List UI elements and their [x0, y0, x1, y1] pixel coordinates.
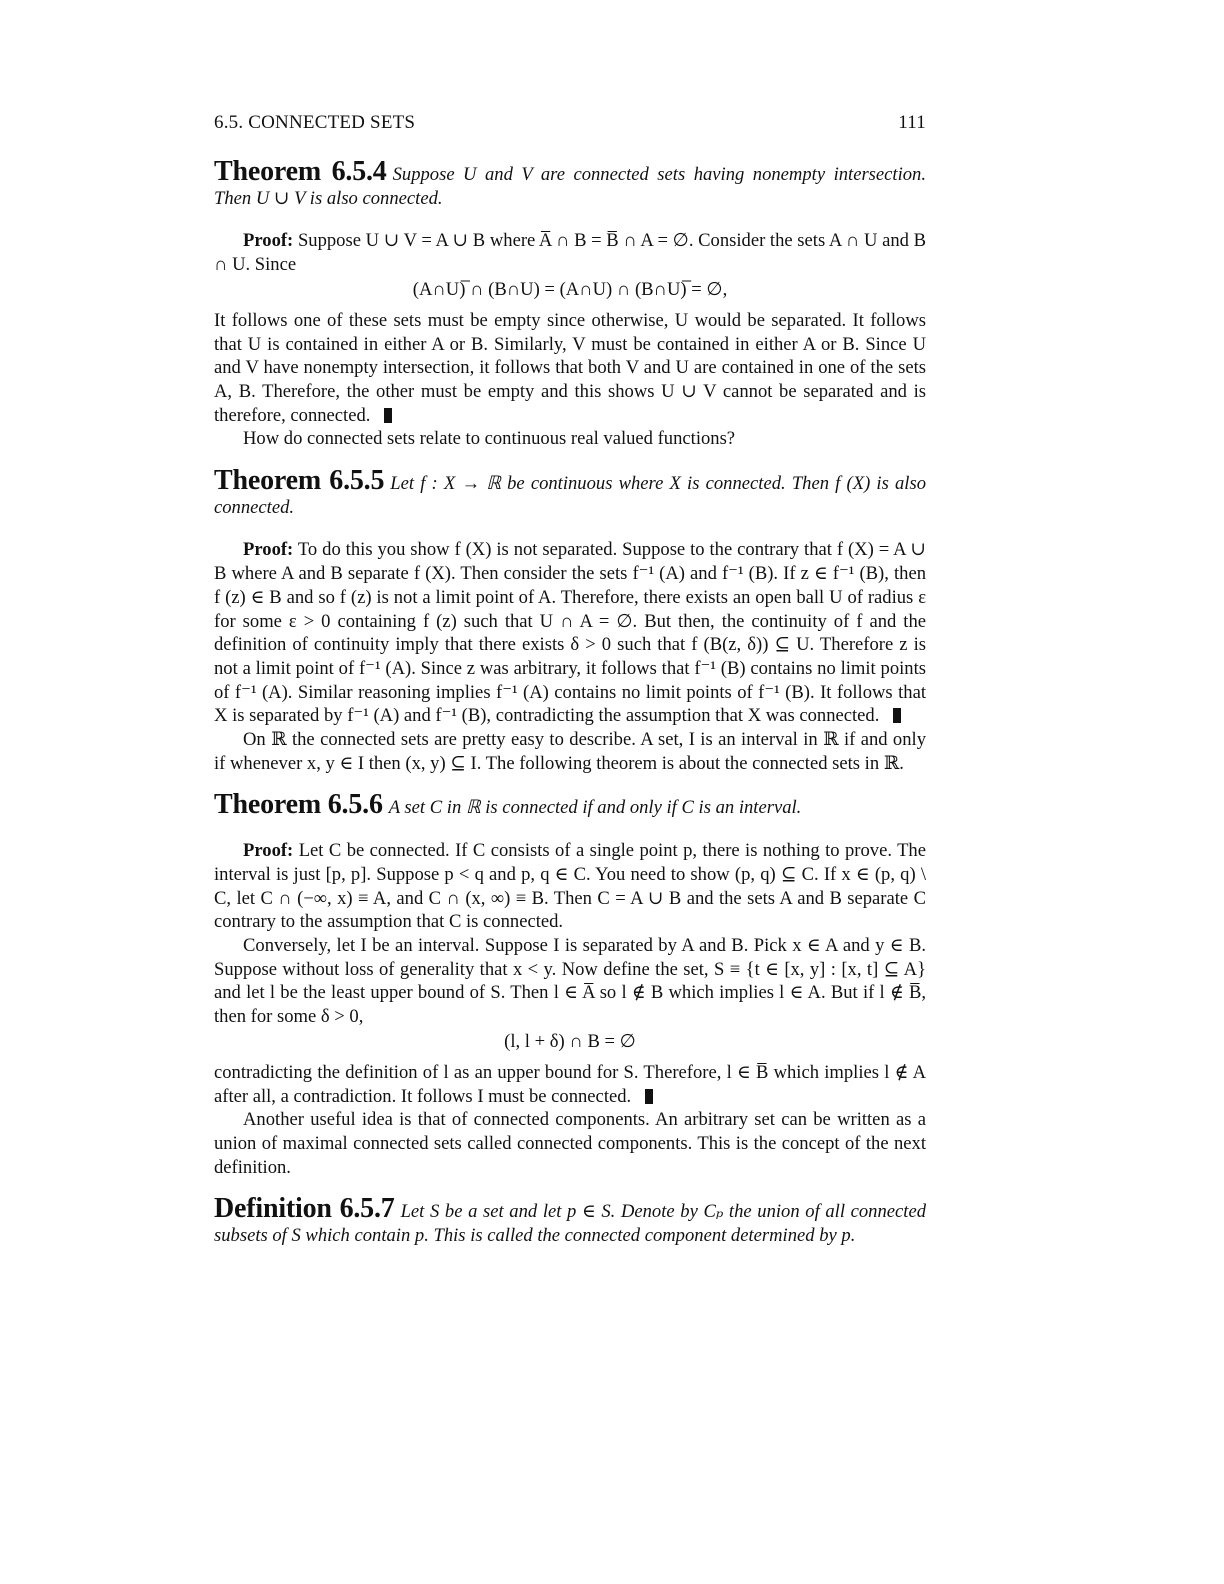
proof-label: Proof: [243, 230, 294, 252]
theorem-title: Theorem 6.5.5 [214, 465, 385, 497]
qed-mark [645, 1089, 653, 1104]
proof-text: It follows one of these sets must be empty since otherwise, U would be separated. It follows that U is contained in either A or B. Similarly, V must be contained in either A or B. Since U and V have nonempty intersection, it follows that both V and U are contained in one of the sets A, B. Therefore, the other must be empty and this shows U ∪ V cannot be separated and is therefore, connected. [214, 309, 926, 426]
theorem-6-5-6 [214, 789, 926, 821]
qed-mark [384, 408, 392, 423]
definition-title: Definition 6.5.7 [214, 1193, 395, 1225]
display-equation: (l, l + δ) ∩ B = ∅ [504, 1030, 636, 1052]
transition-paragraph: How do connected sets relate to continuous real valued functions? [243, 428, 736, 450]
theorem-statement: Let f : X → ℝ be continuous where X is connected. Then f (X) is also connected. [214, 473, 927, 518]
proof-6-5-5 [214, 538, 926, 728]
proof-label: Proof: [243, 539, 294, 561]
definition-statement: Let S be a set and let p ∈ S. Denote by Cₚ the union of all connected subsets of S which contain p. This is called the connected component determined by p. [214, 1201, 926, 1247]
display-equation: (A∩U)̅ ∩ (B∩U) = (A∩U) ∩ (B∩U)̅ = ∅, [412, 278, 728, 300]
proof-6-5-4 [214, 229, 926, 276]
page-number: 111 [898, 112, 926, 133]
proof-label: Proof: [243, 840, 294, 862]
transition-paragraph: Another useful idea is that of connected components. An arbitrary set can be written as a union of maximal connected sets called connected components. This is the concept of the next definition. [214, 1109, 926, 1178]
definition-6-5-7 [214, 1193, 926, 1247]
qed-mark [893, 708, 901, 723]
transition-paragraph: On ℝ the connected sets are pretty easy to describe. A set, I is an interval in ℝ if and only if whenever x, y ∈ I then (x, y) ⊆ I. The following theorem is about the connected sets in ℝ. [214, 729, 926, 774]
section-title: 6.5. CONNECTED SETS [214, 112, 416, 133]
theorem-statement: A set C in ℝ is connected if and only if C is an interval. [388, 797, 802, 819]
theorem-title: Theorem 6.5.6 [214, 789, 383, 821]
running-head [214, 112, 926, 134]
theorem-title: Theorem 6.5.4 [214, 156, 387, 187]
proof-text: contradicting the definition of l as an upper bound for S. Therefore, l ∈ B̅ which implies l ∉ A after all, a contradiction. It follows I must be connected. [214, 1061, 926, 1107]
proof-text: To do this you show f (X) is not separated. Suppose to the contrary that f (X) = A ∪ B where A and B separate f (X). Then consider the sets f⁻¹ (A) and f⁻¹ (B). If z ∈ f⁻¹ (B), then f (z) ∈ B and so f (z) is not a limit point of A. Therefore, there exists an open ball U of radius ε for some ε > 0 containing f (z) such that U ∩ A = ∅. But then, the continuity of f and the definition of continuity imply that there exists δ > 0 such that f (B(z, δ)) ⊆ U. Therefore z is not a limit point of f⁻¹ (A). Since z was arbitrary, it follows that f⁻¹ (B) contains no limit points of f⁻¹ (A). Similar reasoning implies f⁻¹ (A) contains no limit points of f⁻¹ (B). It follows that X is separated by f⁻¹ (A) and f⁻¹ (B), contradicting the assumption that X was connected. [214, 539, 927, 727]
proof-text: Suppose U ∪ V = A ∪ B where A̅ ∩ B = B̅ ∩ A = ∅. Consider the sets A ∩ U and B ∩ U. Since [214, 230, 926, 276]
proof-text: Let C be connected. If C consists of a single point p, there is nothing to prove. The interval is just [p, p]. Suppose p < q and p, q ∈ C. You need to show (p, q) ⊆ C. If x ∈ (p, q) \ C, let C ∩ (−∞, x) ≡ A, and C ∩ (x, ∞) ≡ B. Then C = A ∪ B and the sets A and B separate C contrary to the assumption that C is connected. [214, 840, 926, 933]
proof-continuation [214, 1061, 926, 1108]
proof-6-5-6 [214, 839, 926, 934]
theorem-6-5-5 [214, 465, 927, 519]
proof-converse: Conversely, let I be an interval. Suppose I is separated by A and B. Pick x ∈ A and y ∈ B. Suppose without loss of generality that x < y. Now define the set, S ≡ {t ∈ [x, y] : [x, t] ⊆ A} and let l be the least upper bound of S. Then l ∈ A̅ so l ∉ B which implies l ∈ A. But if l ∉ B̅, then for some δ > 0, [214, 934, 926, 1028]
theorem-statement: Suppose U and V are connected sets having nonempty intersection. Then U ∪ V is also connected. [214, 164, 926, 209]
page [214, 112, 926, 1248]
theorem-6-5-4 [214, 156, 926, 210]
proof-continuation [214, 309, 926, 428]
